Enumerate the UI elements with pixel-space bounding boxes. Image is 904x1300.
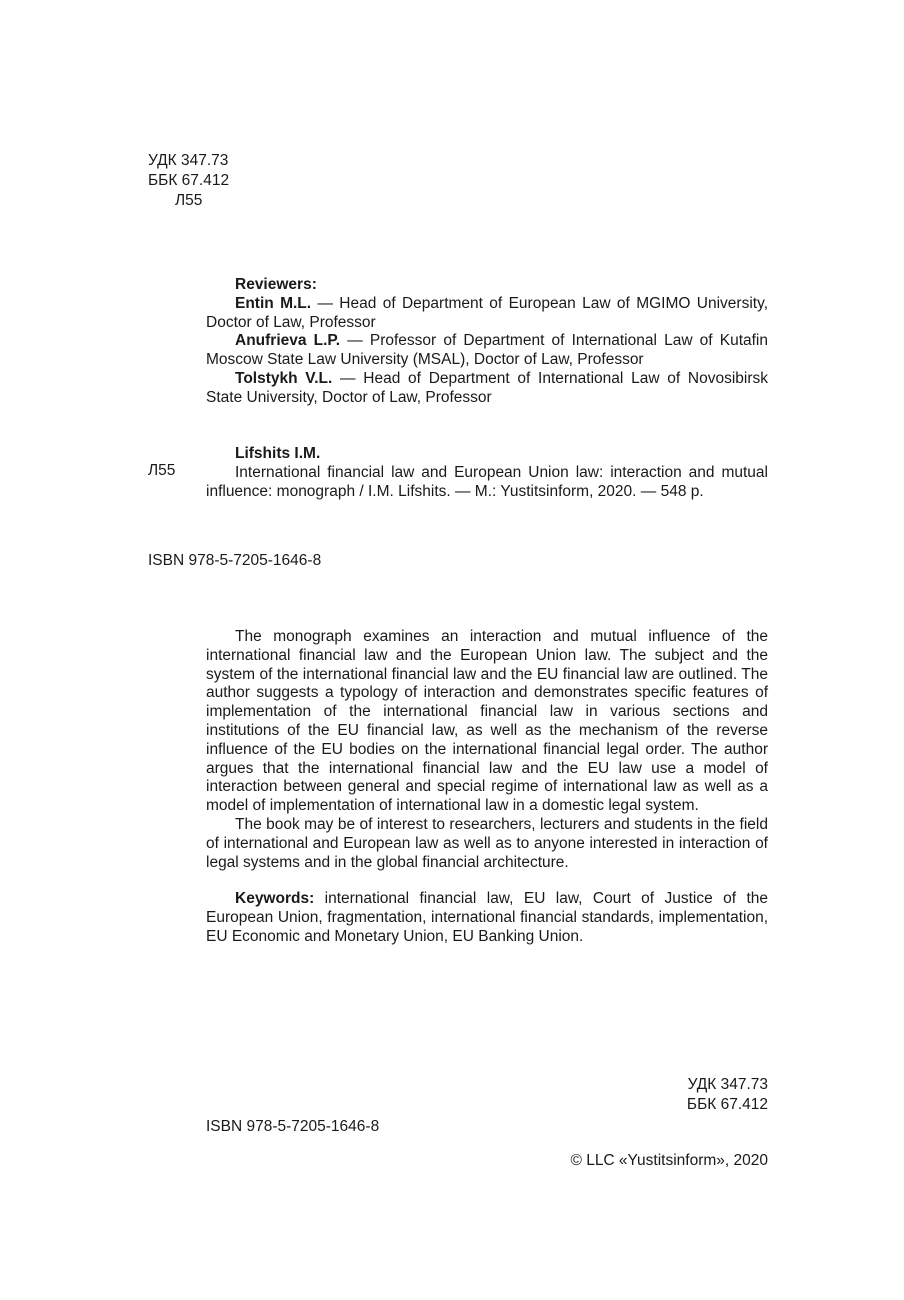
author-mark: Л55 xyxy=(175,192,203,209)
isbn-bottom: ISBN 978-5-7205-1646-8 xyxy=(206,1118,380,1135)
reviewer-text: — Professor of Department of International Law of Kutafin Moscow State Law University (MSAL), Doctor of Law, Professor xyxy=(206,332,768,369)
bbk-code: ББК 67.412 xyxy=(148,172,230,189)
classification-bottom xyxy=(568,1076,768,1116)
reviewer-name: Tolstykh V.L. xyxy=(235,369,333,387)
abstract-paragraph: The monograph examines an interaction and mutual influence of the international financial law and the European Union law. The subject and the system of the international financial law and the EU financial law are outlined. The author suggests a typology of interaction and demonstrates specific features of implementation of the international financial law in various sections and institutions of the EU financial law, as well as the mechanism of the reverse influence of the EU bodies on the international financial legal order. The author argues that the international financial law and the EU law use a model of interaction between general and special regime of international law as well as a model of implementation of international law in a domestic legal system. xyxy=(206,628,768,815)
isbn-top: ISBN 978-5-7205-1646-8 xyxy=(148,552,322,569)
keywords-text: international financial law, EU law, Court of Justice of the European Union, fragmentation, international financial standards, implementation, EU Economic and Monetary Union, EU Banking Union. xyxy=(206,890,768,945)
reviewers-heading: Reviewers: xyxy=(235,276,317,293)
citation-block xyxy=(206,445,768,501)
bbk-code: ББК 67.412 xyxy=(686,1096,768,1113)
reviewer-name: Anufrieva L.P. xyxy=(235,332,341,350)
reviewer-text: — Head of Department of European Law of MGIMO University, Doctor of Law, Professor xyxy=(206,294,768,331)
classification-top xyxy=(148,152,229,212)
reviewer-entry xyxy=(206,295,768,333)
udk-code: УДК 347.73 xyxy=(687,1076,768,1093)
citation-description: International financial law and European Union law: interaction and mutual influence: monograph / I.M. Lifshits. — M.: Yustitsinform, 2020. — 548 p. xyxy=(206,463,768,500)
keywords-label: Keywords: xyxy=(235,890,315,908)
udk-code: УДК 347.73 xyxy=(148,152,229,169)
reviewer-name: Entin M.L. xyxy=(235,294,312,312)
abstract-section xyxy=(206,628,768,947)
citation-side-code: Л55 xyxy=(148,462,176,479)
reviewer-entry xyxy=(206,332,768,370)
copyright-notice: © LLC «Yustitsinform», 2020 xyxy=(570,1152,768,1169)
keywords-paragraph xyxy=(206,890,768,946)
reviewer-text: — Head of Department of International Law of Novosibirsk State University, Doctor of Law, Professor xyxy=(206,369,768,406)
citation-author: Lifshits I.M. xyxy=(235,445,321,462)
reviewer-entry xyxy=(206,370,768,408)
abstract-paragraph: The book may be of interest to researchers, lecturers and students in the field of international and European law as well as to anyone interested in interaction of legal systems and in the global financial architecture. xyxy=(206,815,768,871)
reviewers-section xyxy=(206,276,768,408)
